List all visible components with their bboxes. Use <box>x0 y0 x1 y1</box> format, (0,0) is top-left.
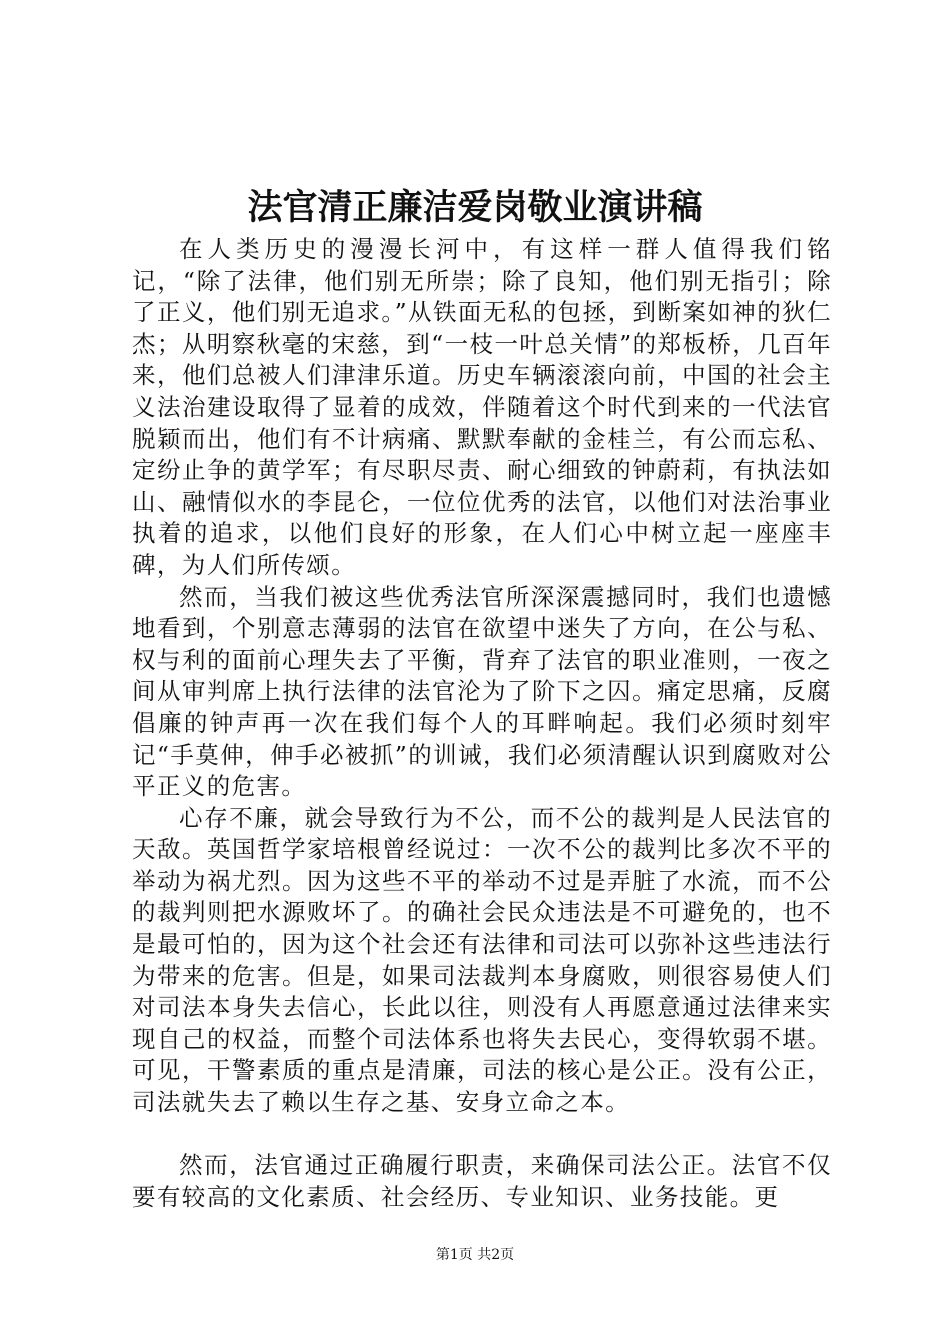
document-title: 法官清正廉洁爱岗敬业演讲稿 <box>247 187 703 228</box>
page-footer: 第1页 共2页 <box>435 1247 515 1263</box>
paragraph-3: 心存不廉，就会导致行为不公，而不公的裁判是人民法官的天敌。英国哲学家培根曾经说过：一次不公的裁判比多次不平的举动为祸尤烈。因为这些不平的举动不过是弄脏了水流，而不公的裁判则把水源败坏了。的确社会民众违法是不可避免的，也不是最可怕的，因为这个社会还有法律和司法可以弥补这些违法行为带来的危害。但是，如果司法裁判本身腐败，则很容易使人们对司法本身失去信心，长此以往，则没有人再愿意通过法律来实现自己的权益，而整个司法体系也将失去民心，变得软弱不堪。可见，干警素质的重点是清廉，司法的核心是公正。没有公正，司法就失去了赖以生存之基、安身立命之本。 <box>132 803 832 1117</box>
paragraph-4: 然而，法官通过正确履行职责，来确保司法公正。法官不仅要有较高的文化素质、社会经历、专业知识、业务技能。更 <box>132 1151 832 1211</box>
paragraph-2: 然而，当我们被这些优秀法官所深深震撼同时，我们也遗憾地看到，个别意志薄弱的法官在欲望中迷失了方向，在公与私、权与利的面前心理失去了平衡，背弃了法官的职业准则，一夜之间从审判席上执行法律的法官沦为了阶下之囚。痛定思痛，反腐倡廉的钟声再一次在我们每个人的耳畔响起。我们必须时刻牢记“手莫伸，伸手必被抓”的训诫，我们必须清醒认识到腐败对公平正义的危害。 <box>132 582 832 801</box>
paragraph-1: 在人类历史的漫漫长河中，有这样一群人值得我们铭记，“除了法律，他们别无所崇；除了良知，他们别无指引；除了正义，他们别无追求。”从铁面无私的包拯，到断案如神的狄仁杰；从明察秋毫的宋慈，到“一枝一叶总关情”的郑板桥，几百年来，他们总被人们津津乐道。历史车辆滚滚向前，中国的社会主义法治建设取得了显着的成效，伴随着这个时代到来的一代法官脱颖而出，他们有不计病痛、默默奉献的金桂兰，有公而忘私、定纷止争的黄学军；有尽职尽责、耐心细致的钟蔚莉，有执法如山、融情似水的李昆仑，一位位优秀的法官，以他们对法治事业执着的追求，以他们良好的形象，在人们心中树立起一座座丰碑，为人们所传颂。 <box>132 235 832 579</box>
document-body <box>132 234 832 1213</box>
